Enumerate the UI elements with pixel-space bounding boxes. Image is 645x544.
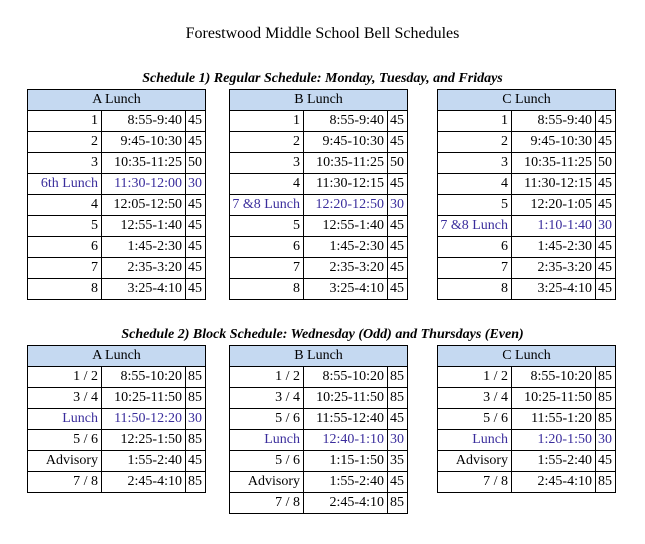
schedule2-c-lunch-table [437,345,616,493]
schedule2-a-lunch-table [27,345,206,493]
period-cell: 4 [28,195,102,216]
time-cell: 2:45-4:10 [304,493,388,514]
time-cell: 11:30-12:15 [512,174,596,195]
schedule2-heading: Schedule 2) Block Schedule: Wednesday (Odd) and Thursdays (Even) [121,327,524,342]
period-row [230,472,408,493]
minutes-cell: 85 [186,388,206,409]
period-cell: 5 / 6 [230,409,304,430]
period-row [230,153,408,174]
lunch-group-header: A Lunch [28,346,206,367]
minutes-cell: 45 [186,258,206,279]
period-cell: 6 [230,237,304,258]
period-row [28,472,206,493]
time-cell: 12:05-12:50 [102,195,186,216]
time-cell: 8:55-10:20 [102,367,186,388]
lunch-row [438,430,616,451]
minutes-cell: 45 [596,258,616,279]
time-cell: 2:35-3:20 [304,258,388,279]
minutes-cell: 30 [596,430,616,451]
time-cell: 2:35-3:20 [512,258,596,279]
period-cell: 1 / 2 [438,367,512,388]
period-cell: 3 [438,153,512,174]
period-row [28,216,206,237]
lunch-row [28,409,206,430]
period-cell: 7 / 8 [28,472,102,493]
period-cell: 7 / 8 [438,472,512,493]
time-cell: 2:35-3:20 [102,258,186,279]
period-row [438,472,616,493]
page-title: Forestwood Middle School Bell Schedules [185,25,460,42]
minutes-cell: 85 [186,430,206,451]
minutes-cell: 45 [388,111,408,132]
minutes-cell: 30 [388,195,408,216]
minutes-cell: 30 [186,409,206,430]
minutes-cell: 45 [388,258,408,279]
period-row [28,367,206,388]
lunch-group-header: B Lunch [230,346,408,367]
minutes-cell: 85 [388,367,408,388]
time-cell: 10:35-11:25 [512,153,596,174]
time-cell: 11:50-12:20 [102,409,186,430]
minutes-cell: 45 [388,174,408,195]
period-cell: 7 [230,258,304,279]
lunch-row [230,430,408,451]
time-cell: 10:35-11:25 [304,153,388,174]
minutes-cell: 50 [388,153,408,174]
minutes-cell: 85 [596,367,616,388]
minutes-cell: 45 [596,111,616,132]
lunch-row [438,216,616,237]
time-cell: 1:45-2:30 [102,237,186,258]
period-cell: Lunch [230,430,304,451]
minutes-cell: 45 [388,409,408,430]
time-cell: 12:55-1:40 [304,216,388,237]
time-cell: 8:55-9:40 [102,111,186,132]
period-cell: 4 [438,174,512,195]
lunch-group-header: C Lunch [438,90,616,111]
period-row [438,367,616,388]
minutes-cell: 45 [388,237,408,258]
period-cell: 1 / 2 [230,367,304,388]
time-cell: 10:25-11:50 [512,388,596,409]
period-row [438,153,616,174]
minutes-cell: 85 [186,472,206,493]
period-row [230,111,408,132]
period-cell: 7 / 8 [230,493,304,514]
time-cell: 12:25-1:50 [102,430,186,451]
period-cell: 6 [438,237,512,258]
minutes-cell: 45 [388,472,408,493]
time-cell: 1:55-2:40 [304,472,388,493]
period-row [230,388,408,409]
period-row [438,174,616,195]
minutes-cell: 30 [186,174,206,195]
period-cell: 1 / 2 [28,367,102,388]
period-cell: 5 / 6 [438,409,512,430]
time-cell: 8:55-10:20 [512,367,596,388]
time-cell: 10:25-11:50 [304,388,388,409]
period-row [28,279,206,300]
minutes-cell: 45 [186,279,206,300]
period-cell: 4 [230,174,304,195]
minutes-cell: 85 [388,493,408,514]
period-row [230,493,408,514]
lunch-group-header: B Lunch [230,90,408,111]
minutes-cell: 50 [186,153,206,174]
time-cell: 8:55-9:40 [304,111,388,132]
time-cell: 1:45-2:30 [304,237,388,258]
time-cell: 9:45-10:30 [102,132,186,153]
schedule2-b-lunch-table [229,345,408,514]
period-row [28,237,206,258]
minutes-cell: 45 [186,216,206,237]
schedule1-b-lunch-table [229,89,408,300]
period-cell: Lunch [438,430,512,451]
period-cell: 2 [28,132,102,153]
minutes-cell: 45 [186,132,206,153]
time-cell: 3:25-4:10 [102,279,186,300]
period-cell: 3 / 4 [28,388,102,409]
period-cell: 5 [438,195,512,216]
period-row [230,451,408,472]
minutes-cell: 85 [596,388,616,409]
period-cell: 2 [438,132,512,153]
period-row [230,216,408,237]
period-row [230,174,408,195]
minutes-cell: 35 [388,451,408,472]
period-cell: 1 [28,111,102,132]
time-cell: 3:25-4:10 [512,279,596,300]
minutes-cell: 45 [596,174,616,195]
minutes-cell: 45 [388,132,408,153]
period-cell: 8 [230,279,304,300]
time-cell: 1:15-1:50 [304,451,388,472]
period-cell: 3 / 4 [230,388,304,409]
period-cell: Lunch [28,409,102,430]
period-row [438,111,616,132]
period-row [438,388,616,409]
minutes-cell: 85 [596,409,616,430]
period-row [28,451,206,472]
time-cell: 3:25-4:10 [304,279,388,300]
period-cell: 3 [28,153,102,174]
time-cell: 11:30-12:15 [304,174,388,195]
minutes-cell: 45 [596,451,616,472]
period-cell: 6th Lunch [28,174,102,195]
time-cell: 2:45-4:10 [102,472,186,493]
minutes-cell: 30 [596,216,616,237]
lunch-group-header: A Lunch [28,90,206,111]
time-cell: 10:25-11:50 [102,388,186,409]
period-row [438,279,616,300]
period-cell: 1 [230,111,304,132]
minutes-cell: 45 [186,111,206,132]
period-cell: 5 [230,216,304,237]
period-row [438,451,616,472]
schedule1-c-lunch-table [437,89,616,300]
time-cell: 1:10-1:40 [512,216,596,237]
period-cell: 8 [438,279,512,300]
time-cell: 8:55-9:40 [512,111,596,132]
period-cell: 5 / 6 [28,430,102,451]
period-row [28,132,206,153]
time-cell: 12:20-1:05 [512,195,596,216]
period-row [438,132,616,153]
time-cell: 11:55-1:20 [512,409,596,430]
period-row [230,279,408,300]
period-row [28,258,206,279]
period-row [438,409,616,430]
minutes-cell: 45 [388,216,408,237]
period-cell: Advisory [28,451,102,472]
period-cell: 3 [230,153,304,174]
period-row [438,195,616,216]
period-cell: 5 / 6 [230,451,304,472]
period-cell: 8 [28,279,102,300]
period-cell: 1 [438,111,512,132]
time-cell: 1:55-2:40 [102,451,186,472]
minutes-cell: 45 [596,195,616,216]
period-row [230,409,408,430]
minutes-cell: 30 [388,430,408,451]
time-cell: 12:40-1:10 [304,430,388,451]
period-row [230,237,408,258]
time-cell: 12:20-12:50 [304,195,388,216]
minutes-cell: 45 [388,279,408,300]
time-cell: 9:45-10:30 [512,132,596,153]
period-row [438,237,616,258]
period-cell: 7 &8 Lunch [438,216,512,237]
minutes-cell: 45 [186,451,206,472]
time-cell: 10:35-11:25 [102,153,186,174]
minutes-cell: 85 [388,388,408,409]
time-cell: 12:55-1:40 [102,216,186,237]
period-cell: 2 [230,132,304,153]
period-row [230,258,408,279]
minutes-cell: 45 [596,132,616,153]
period-row [230,132,408,153]
lunch-group-header: C Lunch [438,346,616,367]
time-cell: 1:20-1:50 [512,430,596,451]
minutes-cell: 45 [596,279,616,300]
time-cell: 1:45-2:30 [512,237,596,258]
lunch-row [230,195,408,216]
period-row [230,367,408,388]
period-row [28,195,206,216]
period-row [28,388,206,409]
lunch-row [28,174,206,195]
schedule1-heading: Schedule 1) Regular Schedule: Monday, Tuesday, and Fridays [142,71,503,86]
period-cell: 7 [438,258,512,279]
time-cell: 11:55-12:40 [304,409,388,430]
period-cell: 7 &8 Lunch [230,195,304,216]
minutes-cell: 45 [186,237,206,258]
minutes-cell: 45 [596,237,616,258]
period-row [28,111,206,132]
period-cell: Advisory [230,472,304,493]
time-cell: 8:55-10:20 [304,367,388,388]
period-cell: 3 / 4 [438,388,512,409]
period-cell: 5 [28,216,102,237]
period-cell: 7 [28,258,102,279]
period-row [438,258,616,279]
time-cell: 9:45-10:30 [304,132,388,153]
period-row [28,430,206,451]
period-cell: Advisory [438,451,512,472]
minutes-cell: 50 [596,153,616,174]
time-cell: 1:55-2:40 [512,451,596,472]
time-cell: 2:45-4:10 [512,472,596,493]
minutes-cell: 85 [596,472,616,493]
period-row [28,153,206,174]
minutes-cell: 85 [186,367,206,388]
period-cell: 6 [28,237,102,258]
schedule1-a-lunch-table [27,89,206,300]
time-cell: 11:30-12:00 [102,174,186,195]
minutes-cell: 45 [186,195,206,216]
